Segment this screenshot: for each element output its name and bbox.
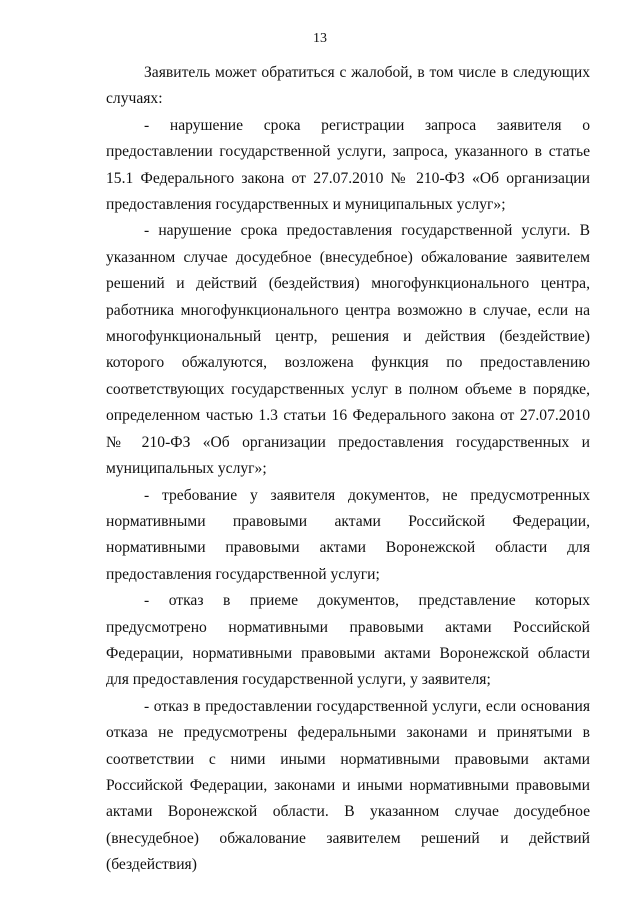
paragraph-document-requirement: - требование у заявителя документов, не предусмотренных нормативными правовыми актами Российской Федерации, нормативными правовыми актами Воронежской области для предоставления государственной услуги; [106,486,590,583]
paragraph-complaint-intro: Заявитель может обратиться с жалобой, в том числе в следующих случаях: [106,64,590,108]
page-number: 13 [313,31,327,46]
paragraph-service-deadline: - нарушение срока предоставления государственной услуги. В указанном случае досудебное (внесудебное) обжалование заявителем решений и действий (бездействия) многофункционального центра, работника многофункционального центра возможно в случае, если на многофункциональный центр, решения и действия (бездействие) которого обжалуются, возложена функция по предоставлению соответствующих государственных услуг в полном объеме в порядке, определенном частью 1.3 статьи 16 Федерального закона от 27.07.2010 № 210-ФЗ «Об организации предоставления государственных и муниципальных услуг»; [106,222,590,478]
document-body [106,60,590,879]
paragraph-registration-deadline: - нарушение срока регистрации запроса заявителя о предоставлении государственной услуги, запроса, указанного в статье 15.1 Федерального закона от 27.07.2010 № 210-ФЗ «Об организации предоставления государственных и муниципальных услуг»; [106,116,590,214]
paragraph-document-refusal: - отказ в приеме документов, представление которых предусмотрено нормативными правовыми актами Российской Федерации, нормативными правовыми актами Воронежской области для предоставления государственной услуги, у заявителя; [106,592,590,689]
paragraph-service-refusal: - отказ в предоставлении государственной услуги, если основания отказа не предусмотрены федеральными законами и принятыми в соответствии с ними иными нормативными правовыми актами Российской Федерации, законами и иными нормативными правовыми актами Воронежской области. В указанном случае досудебное (внесудебное) обжалование заявителем решений и действий (бездействия) [106,697,590,874]
